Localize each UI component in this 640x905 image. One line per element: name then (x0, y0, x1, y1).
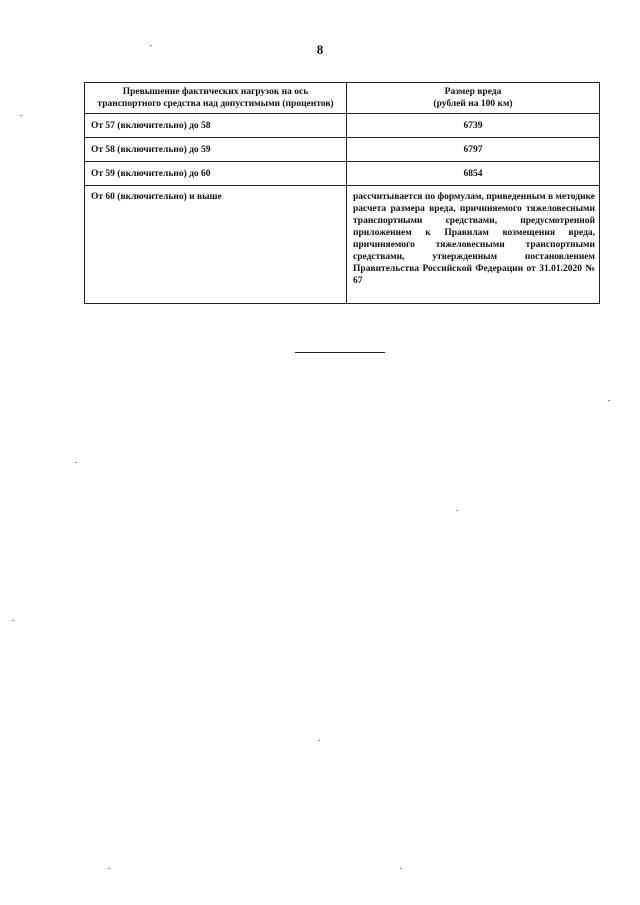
scan-speck (150, 45, 152, 46)
row-formula-text: рассчитывается по формулам, приведенным в методике расчета размера вреда, причиняемого тяжеловесными транспортными средствами, предусмотренной приложением к Правилам возмещения вреда, причиняемого тяжеловесными транспортными средствами, утвержденным постановлением Правительства Российской Федерации от 31.01.2020 № 67 (347, 186, 600, 304)
scan-speck (456, 510, 458, 511)
scan-speck (400, 868, 402, 869)
harm-table (84, 82, 600, 304)
header-harm-title: Размер вреда (444, 87, 502, 97)
row-range: От 58 (включительно) до 59 (85, 138, 347, 162)
row-range: От 59 (включительно) до 60 (85, 162, 347, 186)
row-value: 6739 (347, 114, 600, 138)
table-header-row (85, 83, 600, 114)
scan-speck (12, 620, 14, 621)
table-row (85, 162, 600, 186)
scan-speck (20, 115, 22, 116)
end-of-document-rule (295, 352, 385, 353)
scan-speck (318, 740, 320, 741)
row-value: 6854 (347, 162, 600, 186)
header-harm-unit: (рублей на 100 км) (433, 99, 513, 109)
header-load-excess: Превышение фактических нагрузок на ось транспортного средства над допустимыми (процентов) (85, 83, 347, 114)
header-harm-amount (347, 83, 600, 114)
table-row (85, 138, 600, 162)
scan-speck (108, 868, 110, 869)
page-number: 8 (316, 42, 324, 57)
scan-speck (608, 400, 610, 401)
row-value: 6797 (347, 138, 600, 162)
row-range: От 60 (включительно) и выше (85, 186, 347, 304)
table-row (85, 186, 600, 304)
scan-speck (75, 462, 77, 463)
row-range: От 57 (включительно) до 58 (85, 114, 347, 138)
table-row (85, 114, 600, 138)
